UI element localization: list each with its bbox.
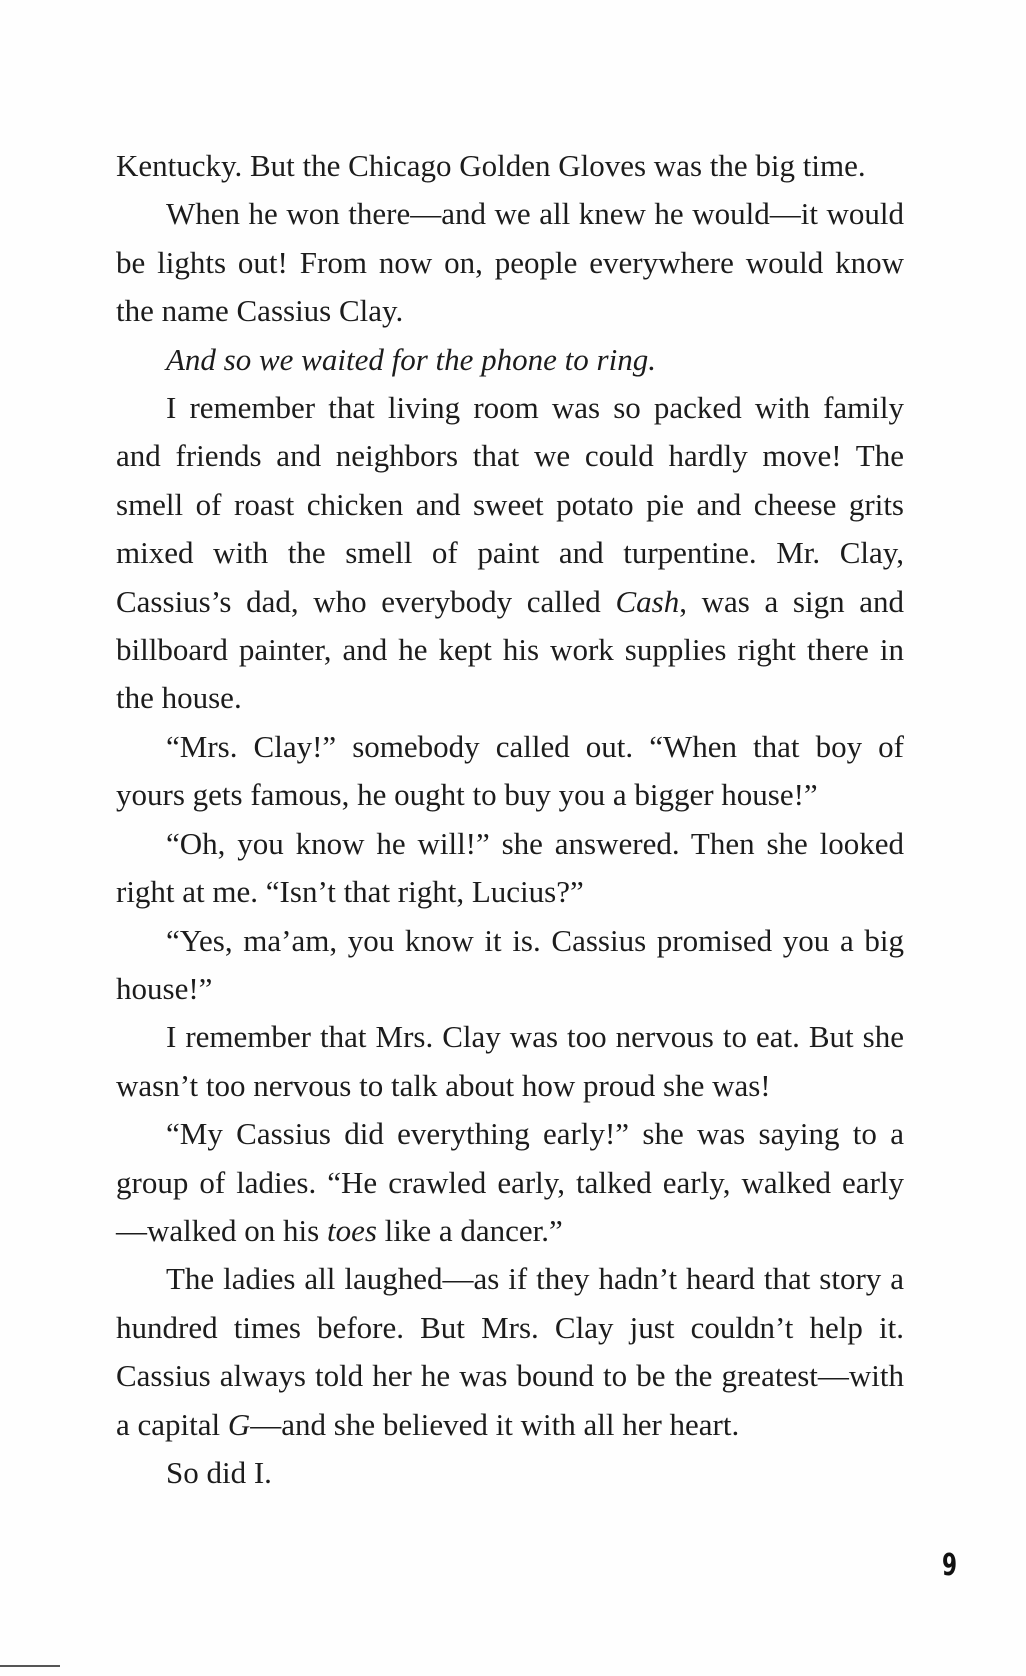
- emphasis-text: toes: [326, 1212, 377, 1248]
- paragraph-text: I remember that Mrs. Clay was too nervous to eat. But she wasn’t too nervous to talk about how proud she was!: [116, 1019, 904, 1103]
- paragraph: [116, 1110, 904, 1255]
- page-number: 9: [942, 1548, 958, 1583]
- paragraph-text: The ladies all laughed—as if they hadn’t heard that story a hundred times before. But Mrs. Clay just couldn’t help it. Cassius always told her he was bound to be the greatest—with a capital: [116, 1261, 904, 1442]
- paragraph: [116, 1449, 904, 1497]
- paragraph: [116, 1013, 904, 1110]
- paragraph-text: —and she believed it with all her heart.: [250, 1406, 740, 1442]
- paragraph-text: , was a sign and billboard painter, and he kept his work supplies right there in the house.: [116, 583, 904, 716]
- paragraph: [116, 384, 904, 723]
- paragraph-text: “Yes, ma’am, you know it is. Cassius promised you a big house!”: [116, 922, 904, 1006]
- paragraph-text: “Oh, you know he will!” she answered. Then she looked right at me. “Isn’t that right, Lucius?”: [116, 825, 904, 910]
- emphasis-text: Cash: [615, 583, 680, 619]
- paragraph-text: “Mrs. Clay!” somebody called out. “When that boy of yours gets famous, he ought to buy you a bigger house!”: [116, 728, 904, 813]
- paragraph-text: So did I.: [166, 1454, 272, 1490]
- paragraph: [116, 336, 904, 384]
- paragraph-text: When he won there—and we all knew he would—it would be lights out! From now on, people everywhere would know the name Cassius Clay.: [116, 196, 904, 329]
- paragraph: [116, 142, 904, 190]
- paragraph: [116, 917, 904, 1014]
- paragraph-text: And so we waited for the phone to ring.: [166, 341, 656, 377]
- paragraph-text: “My Cassius did everything early!” she was saying to a group of ladies. “He crawled early, talked early, walked early—walked on his: [116, 1116, 904, 1248]
- paragraph: [116, 723, 904, 820]
- paragraph-text: I remember that living room was so packed with family and friends and neighbors that we could hardly move! The smell of roast chicken and sweet potato pie and cheese grits mixed with the smell of paint and turpentine. Mr. Clay, Cassius’s dad, who everybody called: [116, 390, 904, 619]
- page-edge-mark: [0, 1665, 60, 1667]
- body-text: [116, 142, 904, 1497]
- paragraph: [116, 190, 904, 335]
- paragraph: [116, 1255, 904, 1449]
- paragraph-text: like a dancer.”: [376, 1212, 563, 1248]
- paragraph: [116, 820, 904, 917]
- paragraph-text: Kentucky. But the Chicago Golden Gloves was the big time.: [116, 148, 866, 183]
- emphasis-text: G: [227, 1406, 251, 1442]
